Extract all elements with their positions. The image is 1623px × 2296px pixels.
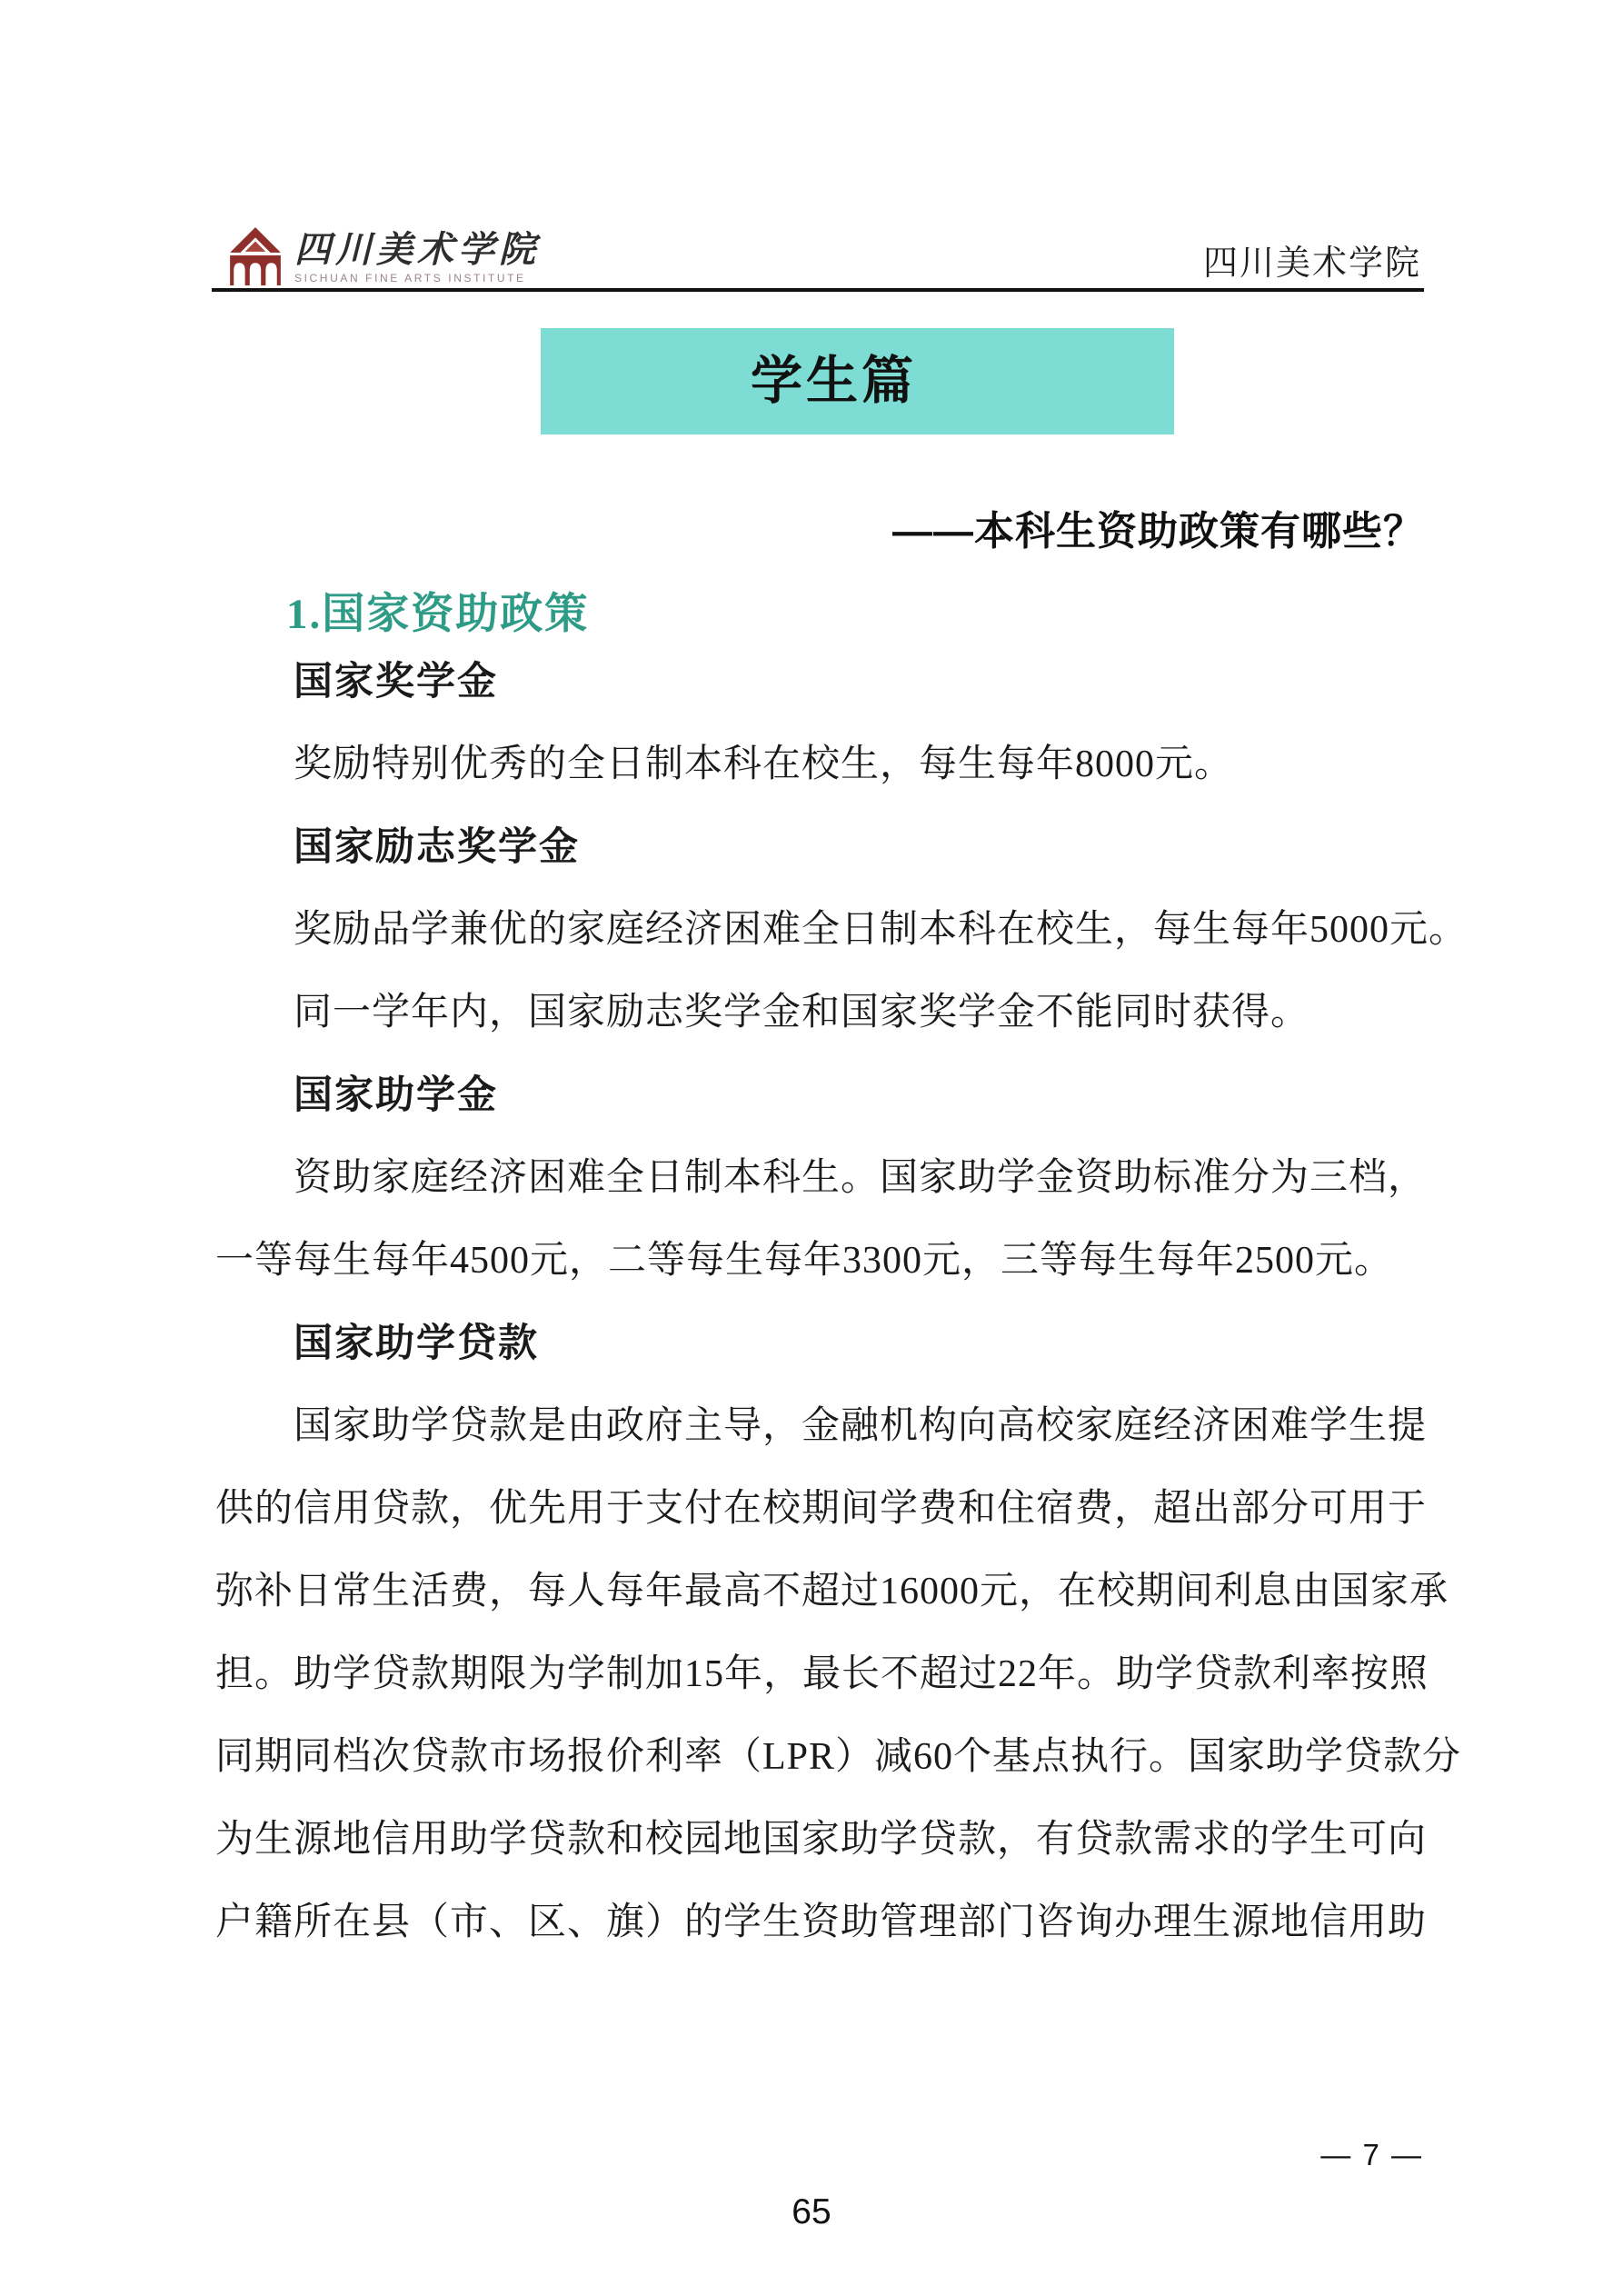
body-line: 国家助学贷款是由政府主导，金融机构向高校家庭经济困难学生提 [294, 1405, 1428, 1447]
footer-page-marker: — 7 — [1320, 2138, 1423, 2171]
body-line: 弥补日常生活费，每人每年最高不超过16000元，在校期间利息由国家承 [215, 1571, 1449, 1612]
banner-title: 学生篇 [751, 352, 917, 410]
logo-text-block [294, 231, 676, 285]
body-line: 资助家庭经济困难全日制本科生。国家助学金资助标准分为三档， [294, 1157, 1428, 1199]
body-line: 同期同档次贷款市场报价利率（LPR）减60个基点执行。国家助学贷款分 [215, 1736, 1462, 1778]
body-line: 国家奖学金 [294, 661, 498, 704]
body-text [215, 641, 1469, 1964]
page-number: 65 [792, 2192, 831, 2231]
body-line: 国家助学贷款 [294, 1323, 539, 1365]
body-line: 为生源地信用助学贷款和校园地国家助学贷款，有贷款需求的学生可向 [215, 1819, 1428, 1861]
body-line: 担。助学贷款期限为学制加15年，最长不超过22年。助学贷款利率按照 [215, 1653, 1429, 1695]
school-gate-icon [227, 227, 284, 285]
body-line: 户籍所在县（市、区、旗）的学生资助管理部门咨询办理生源地信用助 [215, 1902, 1428, 1943]
body-line: 奖励品学兼优的家庭经济困难全日制本科在校生，每生每年5000元。 [294, 909, 1469, 951]
body-line: 奖励特别优秀的全日制本科在校生，每生每年8000元。 [294, 744, 1234, 785]
body-line: 一等每生每年4500元，二等每生每年3300元，三等每生每年2500元。 [215, 1240, 1394, 1282]
body-line: 供的信用贷款，优先用于支付在校期间学费和住宿费，超出部分可用于 [215, 1488, 1428, 1530]
body-line: 国家励志奖学金 [294, 826, 580, 869]
header-school-name: 四川美术学院 [1202, 245, 1421, 283]
school-name-calligraphy: 四川美术学院 [294, 229, 540, 270]
header-rule [212, 288, 1424, 292]
policy-section-heading: 1.国家资助政策 [286, 591, 590, 638]
body-line: 国家助学金 [294, 1074, 498, 1117]
school-name-english: SICHUAN FINE ARTS INSTITUTE [294, 272, 526, 285]
intro-question-heading: ——本科生资助政策有哪些？ [892, 509, 1424, 554]
section-banner [541, 328, 1174, 434]
body-line: 同一学年内，国家励志奖学金和国家奖学金不能同时获得。 [294, 992, 1310, 1033]
